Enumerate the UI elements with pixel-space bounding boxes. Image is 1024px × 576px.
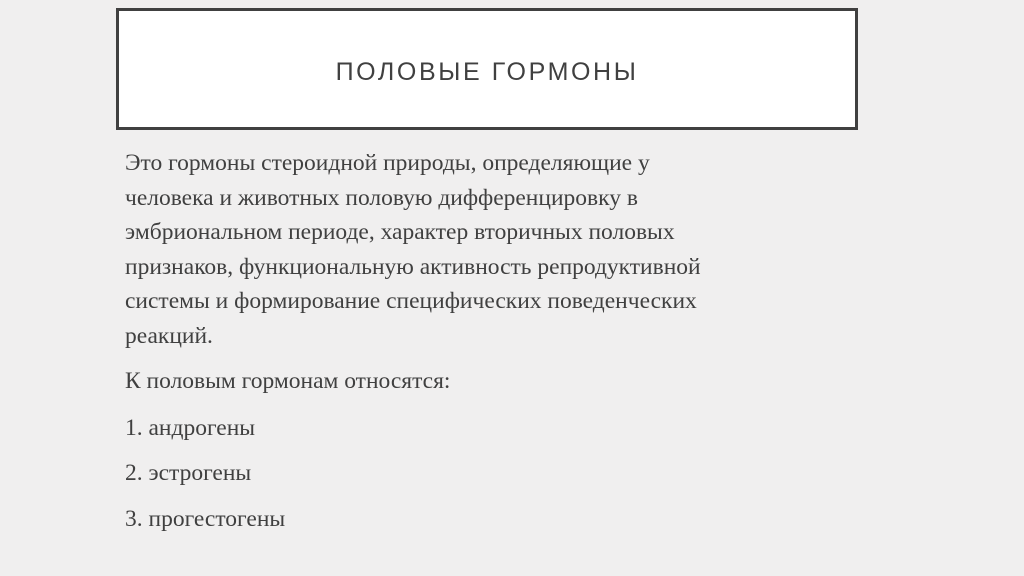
hormone-list [125,411,885,537]
paragraph-line: системы и формирование специфических поведенческих [125,288,697,314]
paragraph-line: признаков, функциональную активность репродуктивной [125,253,701,280]
paragraph-line: Это гормоны стероидной природы, определяющие у [125,150,650,176]
list-intro: К половым гормонам относятся: [125,368,451,394]
paragraph-line: эмбриональном периоде, характер вторичных половых [125,219,675,245]
list-item: 2. эстрогены [125,460,252,486]
paragraph-line: человека и животных половую дифференцировку в [125,184,638,211]
title-box [116,8,858,130]
slide-body [125,146,885,547]
definition-paragraph [125,146,885,353]
list-item: 1. андрогены [125,414,256,441]
paragraph-line: реакций. [125,322,213,349]
slide-title: ПОЛОВЫЕ ГОРМОНЫ [335,57,639,86]
list-item: 3. прогестогены [125,505,286,532]
